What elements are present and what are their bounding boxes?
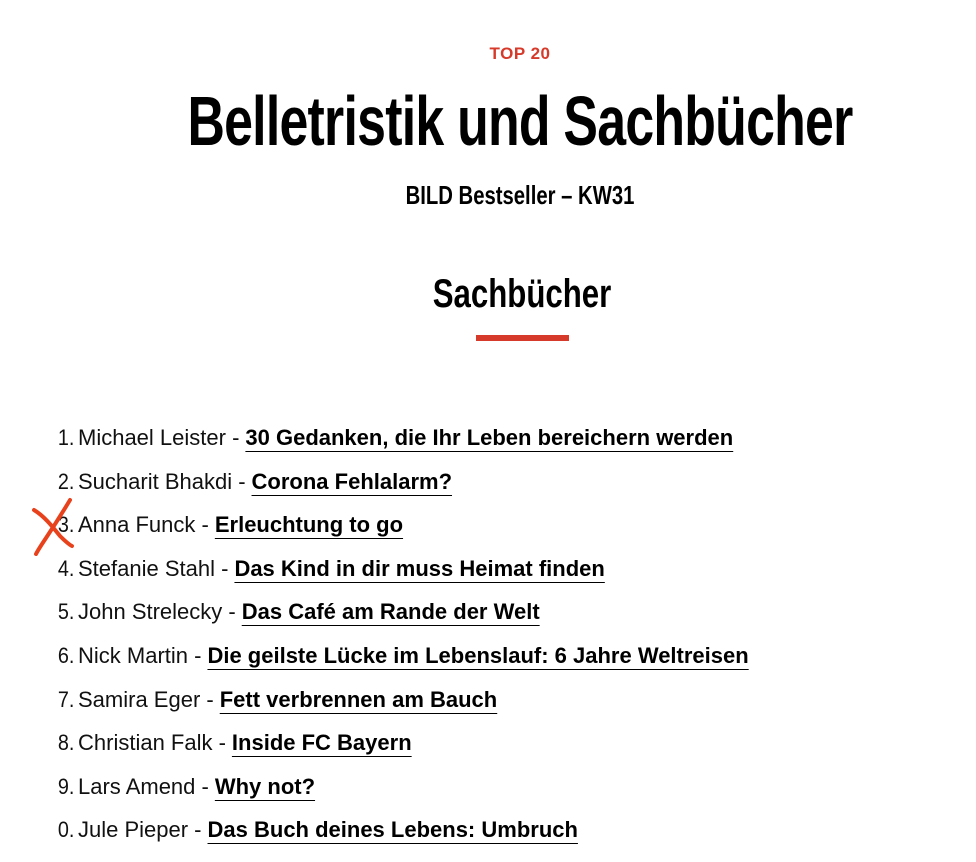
page-headline: Belletristik und Sachbücher bbox=[187, 82, 853, 160]
list-item-author: Samira Eger - bbox=[78, 686, 214, 712]
list-item-title-link[interactable]: Why not? bbox=[214, 773, 316, 799]
list-item bbox=[38, 420, 749, 464]
list-item bbox=[38, 812, 749, 856]
page-subheadline: BILD Bestseller – KW31 bbox=[405, 180, 635, 210]
list-item-author: Sucharit Bhakdi - bbox=[78, 468, 246, 494]
list-item-title-link[interactable]: Die geilste Lücke im Lebenslauf: 6 Jahre Weltreisen bbox=[207, 642, 749, 668]
kicker-label: TOP 20 bbox=[489, 44, 551, 63]
list-item bbox=[38, 507, 749, 551]
list-item bbox=[38, 769, 749, 813]
list-item-title-link[interactable]: Das Kind in dir muss Heimat finden bbox=[234, 555, 605, 581]
list-item bbox=[38, 594, 749, 638]
list-item-author: Michael Leister - bbox=[78, 425, 240, 450]
list-item bbox=[38, 464, 749, 508]
list-item bbox=[38, 551, 749, 595]
list-item-title-link[interactable]: Fett verbrennen am Bauch bbox=[219, 686, 498, 712]
handwritten-cross-icon bbox=[30, 496, 80, 556]
list-item-number: 5. bbox=[57, 599, 75, 625]
list-item-title-link[interactable]: Corona Fehlalarm? bbox=[251, 468, 453, 494]
list-item-author: Stefanie Stahl - bbox=[78, 555, 229, 581]
list-item-number: 3. bbox=[57, 512, 75, 538]
list-item-number: 9. bbox=[57, 773, 75, 799]
list-item-title-link[interactable]: Das Buch deines Lebens: Umbruch bbox=[207, 817, 578, 843]
list-item-author: Nick Martin - bbox=[78, 642, 202, 668]
list-item-author: John Strelecky - bbox=[78, 599, 236, 625]
list-item bbox=[38, 725, 749, 769]
list-item bbox=[38, 638, 749, 682]
list-item-author: Jule Pieper - bbox=[78, 817, 202, 843]
list-item-title-link[interactable]: Inside FC Bayern bbox=[231, 730, 412, 756]
list-item-number: 1. bbox=[57, 425, 75, 450]
section-title: Sachbücher bbox=[432, 272, 612, 316]
list-item-number: 2. bbox=[57, 468, 75, 494]
list-item-number: 6. bbox=[57, 642, 75, 668]
list-item-number: 4. bbox=[57, 555, 75, 581]
list-item-author: Anna Funck - bbox=[78, 512, 209, 538]
list-item-author: Christian Falk - bbox=[78, 730, 226, 756]
list-item-number: 0. bbox=[57, 817, 75, 843]
list-item-title-link[interactable]: 30 Gedanken, die Ihr Leben bereichern werden bbox=[245, 425, 734, 450]
list-item-number: 8. bbox=[57, 730, 75, 756]
list-item-title-link[interactable]: Das Café am Rande der Welt bbox=[241, 599, 540, 625]
section-title-underline bbox=[476, 335, 569, 341]
list-item-author: Lars Amend - bbox=[78, 773, 209, 799]
list-item bbox=[38, 682, 749, 726]
list-item-title-link[interactable]: Erleuchtung to go bbox=[214, 512, 404, 538]
bestseller-list bbox=[38, 420, 749, 856]
list-item-number: 7. bbox=[57, 686, 75, 712]
